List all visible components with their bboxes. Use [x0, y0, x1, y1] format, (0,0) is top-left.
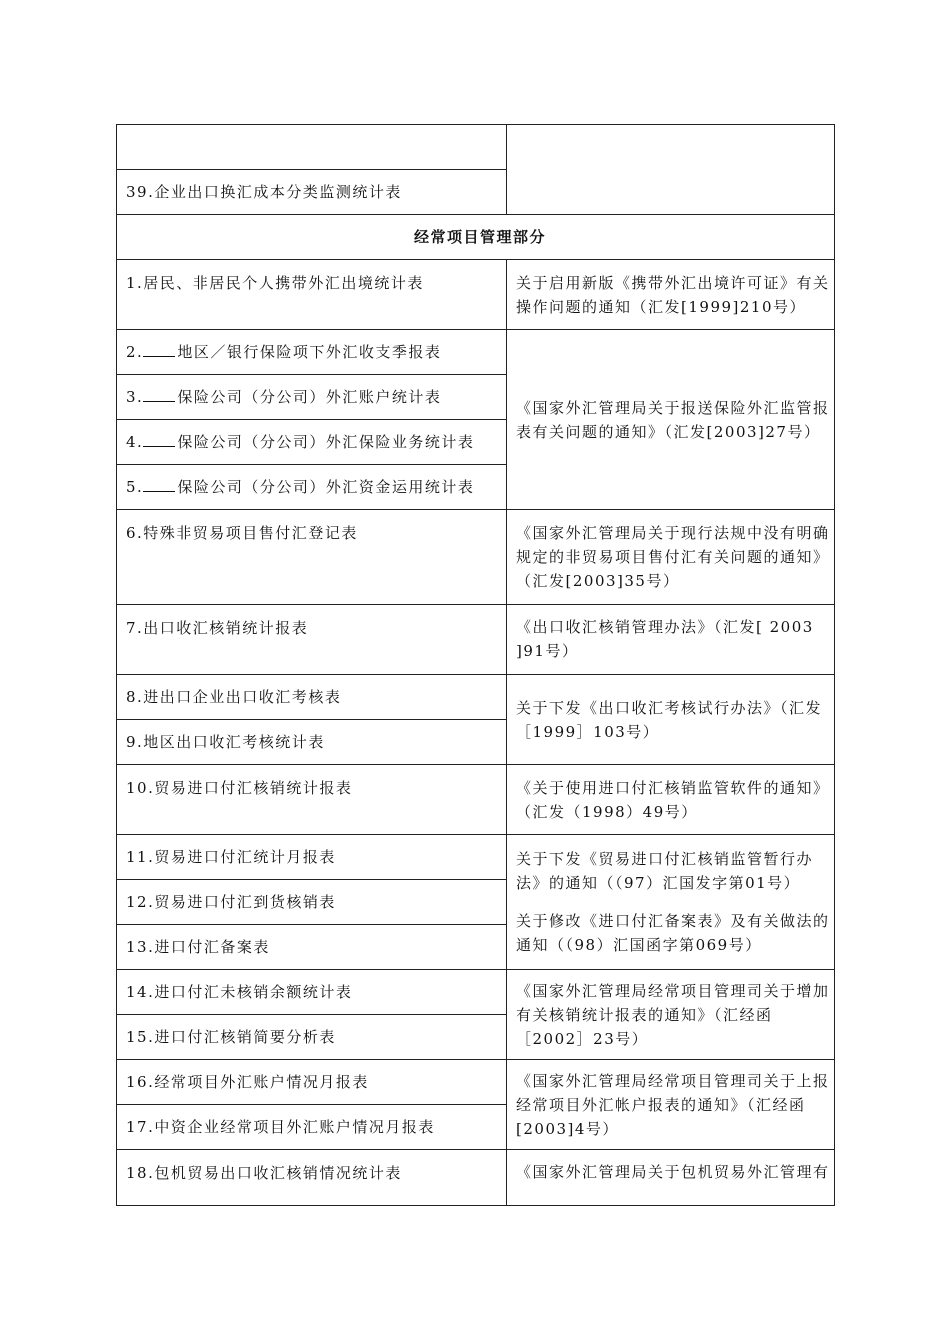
note-cell: 《关于使用进口付汇核销监管软件的通知》（汇发（1998）49号） — [507, 765, 835, 835]
note-cell: 《国家外汇管理局经常项目管理司关于上报经常项目外汇帐户报表的通知》（汇经函[2003]4号） — [507, 1060, 835, 1150]
row-label: 18.包机贸易出口收汇核销情况统计表 — [126, 1164, 402, 1182]
table-row — [117, 170, 507, 215]
empty-cell — [117, 125, 507, 170]
table-row — [117, 675, 507, 720]
row-label: 13.进口付汇备案表 — [126, 938, 270, 956]
row-label: 地区／银行保险项下外汇收支季报表 — [177, 343, 442, 361]
row-label: 12.贸易进口付汇到货核销表 — [126, 893, 336, 911]
row-label: 17.中资企业经常项目外汇账户情况月报表 — [126, 1118, 435, 1136]
blank-underline — [143, 342, 175, 357]
note-cell: 《国家外汇管理局关于包机贸易外汇管理有 — [507, 1150, 835, 1206]
note-cell: 《国家外汇管理局经常项目管理司关于增加有关核销统计报表的通知》（汇经函［2002］23号） — [507, 970, 835, 1060]
table-row — [117, 925, 507, 970]
row-label: 39.企业出口换汇成本分类监测统计表 — [126, 183, 402, 201]
empty-note-cell — [507, 125, 835, 215]
table-row — [117, 880, 507, 925]
blank-underline — [143, 387, 175, 402]
table-row — [117, 605, 507, 675]
note-cell: 《出口收汇核销管理办法》（汇发[ 2003 ]91号） — [507, 605, 835, 675]
row-label: 保险公司（分公司）外汇账户统计表 — [177, 388, 442, 406]
table-row — [117, 765, 507, 835]
table-row — [117, 1015, 507, 1060]
note-cell — [507, 835, 835, 970]
row-label: 保险公司（分公司）外汇资金运用统计表 — [177, 478, 475, 496]
row-label: 7.出口收汇核销统计报表 — [126, 619, 309, 637]
row-label: 14.进口付汇未核销余额统计表 — [126, 983, 353, 1001]
row-label: 6.特殊非贸易项目售付汇登记表 — [126, 524, 358, 542]
row-label: 11.贸易进口付汇统计月报表 — [126, 848, 336, 866]
table-row — [117, 1060, 507, 1105]
table-row — [117, 720, 507, 765]
note-cell: 关于启用新版《携带外汇出境许可证》有关操作问题的通知（汇发[1999]210号） — [507, 260, 835, 330]
table-row: 4. 保险公司（分公司）外汇保险业务统计表 — [117, 420, 507, 465]
table-row: 2. 地区／银行保险项下外汇收支季报表 — [117, 330, 507, 375]
section-header: 经常项目管理部分 — [117, 215, 835, 260]
note-cell: 关于下发《出口收汇考核试行办法》（汇发［1999］103号） — [507, 675, 835, 765]
table-row — [117, 835, 507, 880]
regulation-table — [116, 124, 835, 1206]
row-label: 9.地区出口收汇考核统计表 — [126, 733, 325, 751]
note-paragraph: 关于修改《进口付汇备案表》及有关做法的通知（（98）汇国函字第069号） — [516, 912, 830, 954]
note-cell: 《国家外汇管理局关于报送保险外汇监管报表有关问题的通知》（汇发[2003]27号） — [507, 330, 835, 510]
row-label: 10.贸易进口付汇核销统计报表 — [126, 779, 353, 797]
blank-underline — [143, 432, 175, 447]
row-label: 1.居民、非居民个人携带外汇出境统计表 — [126, 274, 424, 292]
table-row — [117, 1105, 507, 1150]
table-row — [117, 970, 507, 1015]
table-row — [117, 1150, 507, 1206]
row-label: 保险公司（分公司）外汇保险业务统计表 — [177, 433, 475, 451]
table-row: 3. 保险公司（分公司）外汇账户统计表 — [117, 375, 507, 420]
table-row — [117, 260, 507, 330]
table-row — [117, 510, 507, 605]
row-label: 8.进出口企业出口收汇考核表 — [126, 688, 342, 706]
row-label: 16.经常项目外汇账户情况月报表 — [126, 1073, 369, 1091]
table-row: 5. 保险公司（分公司）外汇资金运用统计表 — [117, 465, 507, 510]
note-paragraph: 关于下发《贸易进口付汇核销监管暂行办法》的通知（（97）汇国发字第01号） — [516, 850, 814, 892]
row-label: 15.进口付汇核销简要分析表 — [126, 1028, 336, 1046]
note-cell: 《国家外汇管理局关于现行法规中没有明确规定的非贸易项目售付汇有关问题的通知》（汇发[2003]35号） — [507, 510, 835, 605]
blank-underline — [143, 477, 175, 492]
